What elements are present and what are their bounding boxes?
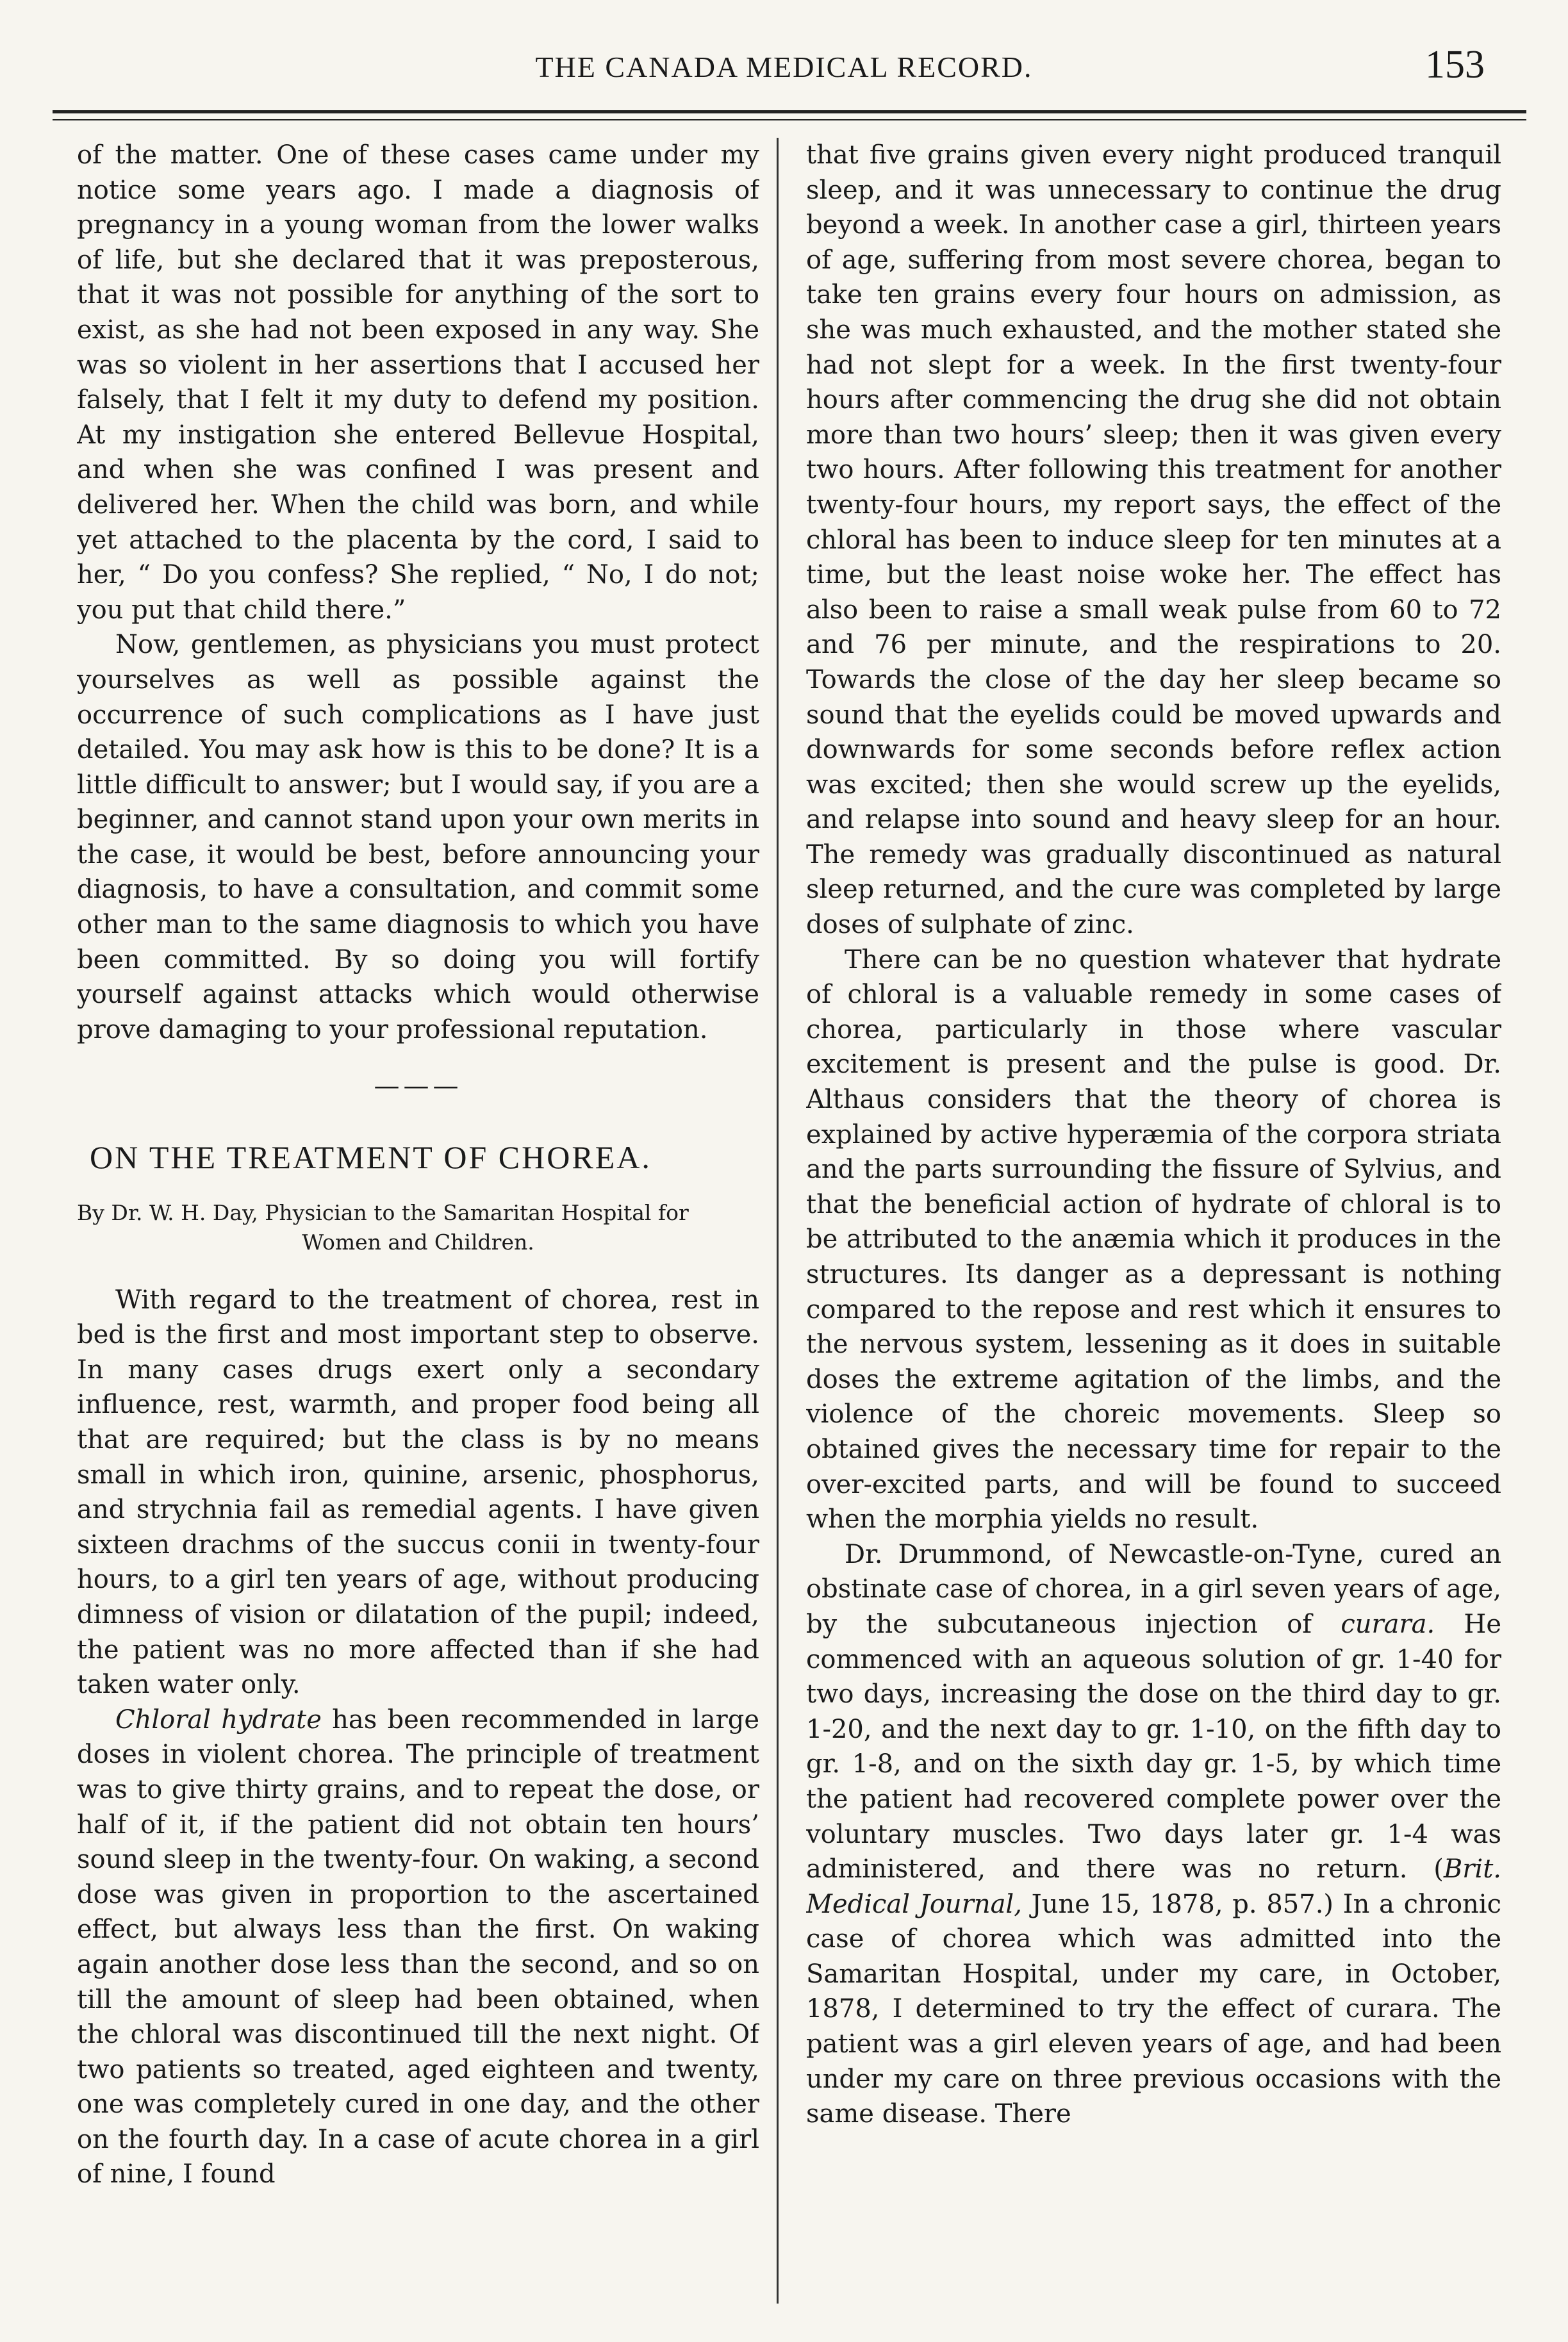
article-title: ON THE TREATMENT OF CHOREA.	[90, 1139, 652, 1176]
header-rule-thin	[53, 119, 1526, 120]
paragraph	[806, 1537, 1501, 2132]
paragraph-continued: that five grains given every night produced tranquil sleep, and it was unnecessary to continue the drug beyond a week. In another case a girl, thirteen years of age, suffering from most severe chorea, began to take ten grains every four hours on admission, as she was much exhausted, and the mother stated she had not slept for a week. In the first twenty-four hours after commencing the drug she did not obtain more than two hours’ sleep; then it was given every two hours. After following this treatment for another twenty-four hours, my report says, the effect of the chloral has been to induce sleep for ten minutes at a time, but the least noise woke her. The effect has also been to raise a small weak pulse from 60 to 72 and 76 per minute, and the respirations to 20. Towards the close of the day her sleep became so sound that the eyelids could be moved upwards and downwards for some seconds before reflex action was excited; then she would screw up the eyelids, and relapse into sound and heavy sleep for an hour. The remedy was gradually discontinued as natural sleep returned, and the cure was completed by large doses of sulphate of zinc.	[806, 140, 1501, 940]
paragraph-text: has been recommended in large doses in violent chorea. The principle of treatment was to give thirty grains, and to repeat the dose, or half of it, if the patient did not obtain ten hours’ sound sleep in the twenty-four. On waking, a second dose was given in proportion to the ascertained effect, but always less than the first. On waking again another dose less than the second, and so on till the amount of sleep had been obtained, when the chloral was discontinued till the next night. Of two patients so treated, aged eighteen and twenty, one was completely cured in one day, and the other on the fourth day. In a case of acute chorea in a girl of nine, I found	[77, 1704, 759, 2189]
paragraph-text: June 15, 1878, p. 857.) In a chronic case of chorea which was admitted into the Samaritan Hospital, under my care, in October, 1878, I determined to try the effect of curara. The patient was a girl eleven years of age, and had been under my care on three previous occasions with the same disease. There	[806, 1889, 1501, 2129]
page-number: 153	[1425, 43, 1485, 87]
page-header	[0, 0, 1568, 141]
section-separator: ———	[374, 1071, 463, 1101]
paragraph: Now, gentlemen, as physicians you must protect yourselves as well as possible against the occurrence of such complications as I have just detailed. You may ask how is this to be done? It is a little difficult to answer; but I would say, if you are a beginner, and cannot stand upon your own merits in the case, it would be best, before announcing your diagnosis, to have a consultation, and commit some other man to the same diagnosis to which you have been committed. By so doing you will fortify yourself against attacks which would otherwise prove damaging to your professional reputation.	[77, 630, 759, 1044]
article-byline	[77, 1198, 759, 1257]
citation: Brit. Medical Journal,	[806, 1854, 1501, 1919]
paragraph-continued: of the matter. One of these cases came under my notice some years ago. I made a diagnosis of pregnancy in a young woman from the lower walks of life, but she declared that it was preposterous, that it was not possible for anything of the sort to exist, as she had not been exposed in any way. She was so violent in her assertions that I accused her falsely, that I felt it my duty to defend my position. At my instigation she entered Bellevue Hospital, and when she was confined I was present and delivered her. When the child was born, and while yet attached to the placenta by the cord, I said to her, “ Do you confess? She replied, “ No, I do not; you put that child there.”	[77, 140, 759, 625]
paragraph: With regard to the treatment of chorea, rest in bed is the first and most important step to observe. In many cases drugs exert only a secondary influence, rest, warmth, and proper food being all that are required; but the class is by no means small in which iron, quinine, arsenic, phosphorus, and strychnia fail as remedial agents. I have given sixteen drachms of the succus conii in twenty-four hours, to a girl ten years of age, without producing dimness of vision or dilatation of the pupil; indeed, the patient was no more affected than if she had taken water only.	[77, 1285, 759, 1700]
byline-affiliation: Women and Children.	[302, 1229, 534, 1255]
right-column	[806, 138, 1501, 2316]
paragraph-text: He commenced with an aqueous solution of gr. 1-40 for two days, increasing the dose on the third day to gr. 1-20, and the next day to gr. 1-10, on the fifth day to gr. 1-8, and on the sixth day gr. 1-5, by which time the patient had recovered complete power over the voluntary muscles. Two days later gr. 1-4 was administered, and there was no return. (	[806, 1609, 1501, 1884]
header-rule-thick	[53, 110, 1526, 113]
running-head: THE CANADA MEDICAL RECORD.	[535, 51, 1033, 83]
column-divider	[777, 138, 779, 2304]
paragraph	[77, 1703, 759, 2192]
italic-term: curara.	[1341, 1609, 1435, 1639]
paragraph: There can be no question whatever that hydrate of chloral is a valuable remedy in some cases of chorea, particularly in those where vascular excitement is present and the pulse is good. Dr. Althaus considers that the theory of chorea is explained by active hyperæmia of the corpora striata and the parts surrounding the fissure of Sylvius, and that the beneficial action of hydrate of chloral is to be attributed to the anæmia which it produces in the structures. Its danger as a depressant is nothing compared to the repose and rest which it ensures to the nervous system, lessening as it does in suitable doses the extreme agitation of the limbs, and the violence of the choreic movements. Sleep so obtained gives the necessary time for repair to the over-excited parts, and will be found to succeed when the morphia yields no result.	[806, 944, 1501, 1535]
left-column	[77, 138, 759, 2316]
italic-term: Chloral hydrate	[115, 1704, 322, 1735]
paragraph-text: Dr. Drummond, of Newcastle-on-Tyne, cured an obstinate case of chorea, in a girl seven years of age, by the subcutaneous injection of	[806, 1539, 1501, 1639]
byline-author: By Dr. W. H. Day, Physician to the Samaritan Hospital for	[77, 1200, 689, 1225]
